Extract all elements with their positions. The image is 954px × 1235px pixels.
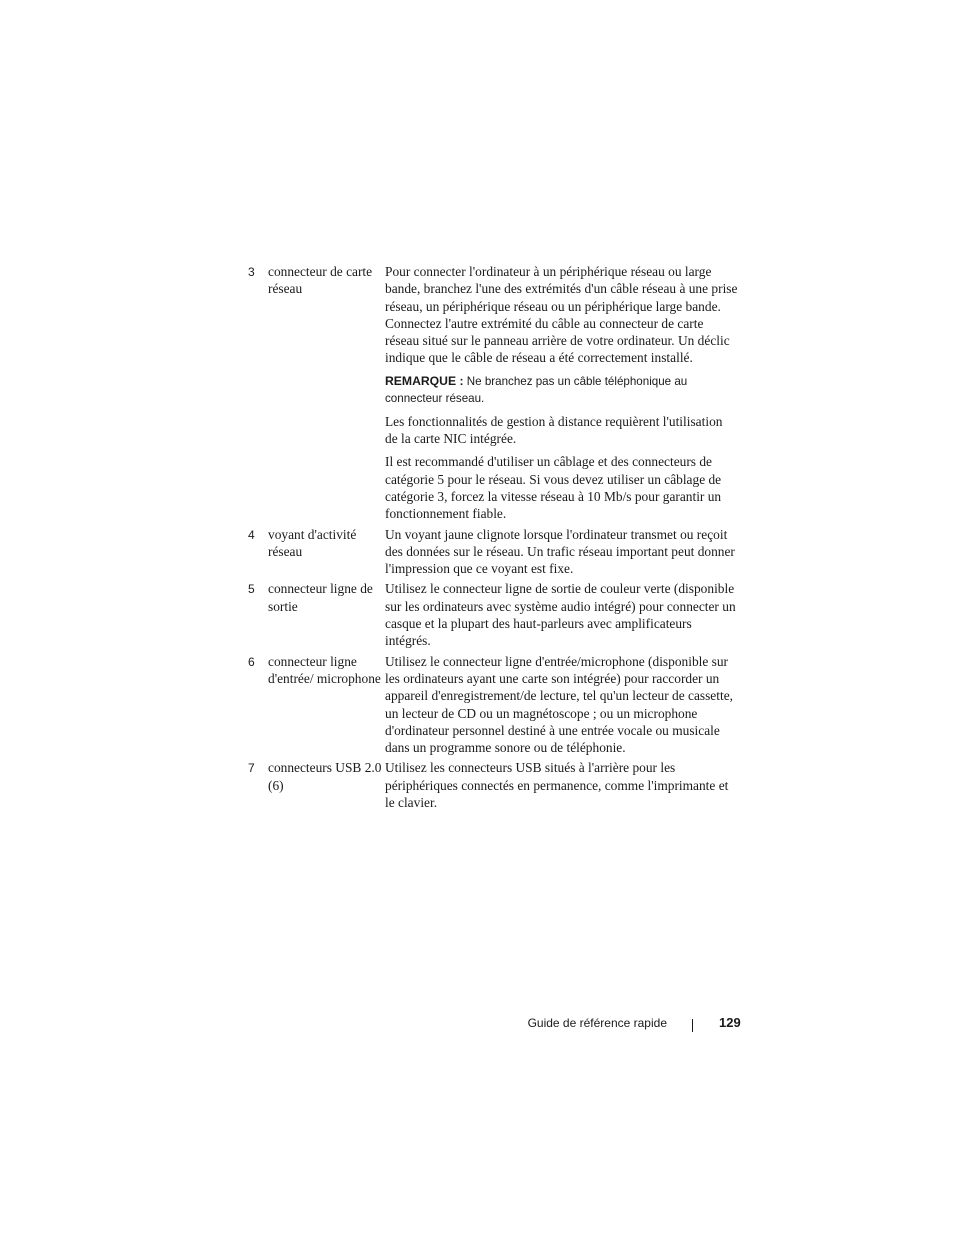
item-number: 4 bbox=[248, 527, 255, 542]
item-description bbox=[385, 526, 738, 578]
footer-title: Guide de référence rapide bbox=[527, 1016, 667, 1030]
item-label: voyant d'activité réseau bbox=[268, 526, 357, 559]
footer-divider bbox=[692, 1019, 693, 1032]
table-row bbox=[248, 580, 738, 649]
item-number: 3 bbox=[248, 265, 255, 279]
note-label: REMARQUE : bbox=[385, 373, 464, 388]
description-paragraph: Utilisez les connecteurs USB situés à l'arrière pour les périphériques connectés en permanence, comme l'imprimante et le clavier. bbox=[385, 760, 729, 811]
description-paragraph: Utilisez le connecteur ligne de sortie de couleur verte (disponible sur les ordinateurs avec système audio intégré) pour connecter un casque et la plupart des haut-parleurs avec amplificateurs intégrés. bbox=[385, 581, 736, 649]
table-row bbox=[248, 759, 738, 811]
item-description bbox=[385, 263, 738, 523]
item-label: connecteurs USB 2.0 (6) bbox=[268, 760, 382, 793]
item-description bbox=[385, 759, 738, 811]
note-text: Ne branchez pas un câble téléphonique au connecteur réseau. bbox=[385, 374, 688, 405]
table-row bbox=[248, 263, 738, 523]
item-label: connecteur ligne d'entrée/ microphone bbox=[268, 653, 381, 686]
table-row bbox=[248, 653, 738, 757]
item-description bbox=[385, 653, 738, 757]
item-label: connecteur ligne de sortie bbox=[268, 581, 373, 614]
page-footer bbox=[0, 1015, 954, 1035]
description-paragraph: Pour connecter l'ordinateur à un périphérique réseau ou large bande, branchez l'une des extrémités d'un câble réseau à une prise réseau, un périphérique réseau ou un périphérique large bande. Connectez l'autre extrémité du câble au connecteur de carte réseau situé sur le panneau arrière de votre ordinateur. Un déclic indique que le câble de réseau a été correctement installé. bbox=[385, 264, 738, 366]
item-label: connecteur de carte réseau bbox=[268, 264, 373, 297]
description-paragraph: Utilisez le connecteur ligne d'entrée/microphone (disponible sur les ordinateurs ayant une carte son intégrée) pour raccorder un appareil d'enregistrement/de lecture, tel qu'un lecteur de cassette, un lecteur de CD ou un magnétoscope ; ou un microphone d'ordinateur personnel destiné à une entrée vocale ou musicale dans un programme sonore ou de téléphonie. bbox=[385, 653, 733, 756]
note bbox=[385, 373, 738, 407]
page-number: 129 bbox=[719, 1015, 741, 1030]
item-number: 7 bbox=[248, 761, 255, 776]
item-description bbox=[385, 580, 738, 649]
description-paragraph: Les fonctionnalités de gestion à distance requièrent l'utilisation de la carte NIC intégrée. bbox=[385, 413, 723, 447]
description-paragraph: Un voyant jaune clignote lorsque l'ordinateur transmet ou reçoit des données sur le réseau. Un trafic réseau important peut donner l'impression que ce voyant est fixe. bbox=[385, 526, 735, 577]
description-paragraph: Il est recommandé d'utiliser un câblage et des connecteurs de catégorie 5 pour le réseau. Si vous devez utiliser un câblage de catégorie 3, forcez la vitesse réseau à 10 Mb/s pour garantir un fonctionnement fiable. bbox=[385, 454, 722, 522]
table-row bbox=[248, 526, 738, 578]
item-number: 6 bbox=[248, 654, 255, 669]
item-number: 5 bbox=[248, 582, 255, 597]
connector-table bbox=[248, 263, 738, 814]
